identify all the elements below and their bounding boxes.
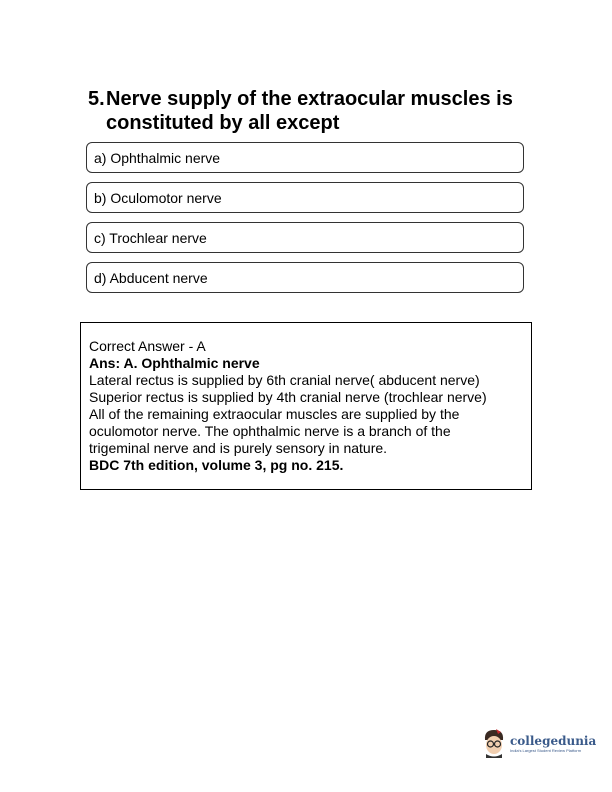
option-b[interactable]: b) Oculomotor nerve: [86, 182, 524, 213]
mascot-icon: [482, 728, 506, 758]
answer-box: [80, 322, 532, 490]
logo-tagline: India's Largest Student Review Platform: [510, 747, 582, 753]
explanation-line: Superior rectus is supplied by 4th cranial nerve (trochlear nerve): [89, 389, 487, 405]
question-number: 5.: [88, 88, 105, 110]
logo-name: collegedunia: [510, 733, 597, 748]
correct-answer: Correct Answer - A: [89, 338, 206, 354]
option-d[interactable]: d) Abducent nerve: [86, 262, 524, 293]
explanation-line: trigeminal nerve and is purely sensory in nature.: [89, 440, 388, 456]
collegedunia-logo: [482, 728, 596, 758]
question-text: Nerve supply of the extraocular muscles is constituted by all except: [106, 88, 513, 134]
explanation-line: All of the remaining extraocular muscles are supplied by the: [89, 406, 460, 422]
option-a[interactable]: a) Ophthalmic nerve: [86, 142, 524, 173]
option-c[interactable]: c) Trochlear nerve: [86, 222, 524, 253]
answer-heading: Ans: A. Ophthalmic nerve: [89, 355, 260, 371]
reference: BDC 7th edition, volume 3, pg no. 215.: [89, 457, 344, 473]
explanation-line: Lateral rectus is supplied by 6th cranial nerve( abducent nerve): [89, 372, 480, 388]
explanation-line: oculomotor nerve. The ophthalmic nerve is a branch of the: [89, 423, 451, 439]
